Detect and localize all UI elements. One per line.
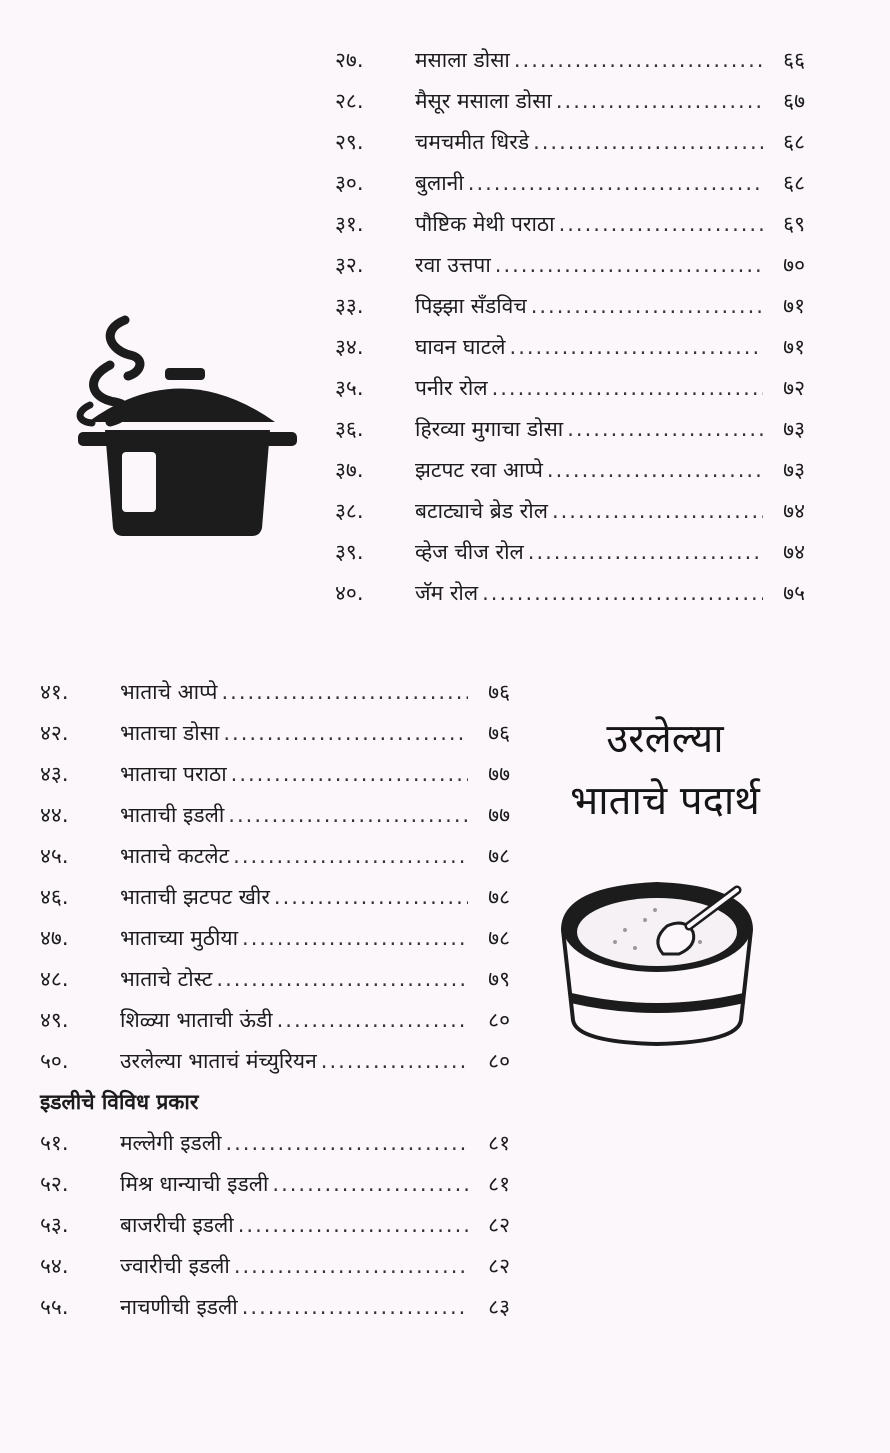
toc-entry [335, 163, 805, 204]
toc-entry-title: पनीर रोल [415, 376, 488, 400]
section-heading: इडलीचे विविध प्रकार [40, 1090, 199, 1114]
toc-entry-page: ६९ [783, 212, 805, 236]
toc-entry-page: ७५ [783, 581, 805, 605]
toc-entry-number: ४७. [40, 926, 69, 950]
toc-entry-leader [492, 368, 763, 409]
toc-entry-leader [482, 573, 763, 614]
toc-entry-page: ८२ [488, 1213, 510, 1237]
toc-entry [335, 204, 805, 245]
toc-entry-page: ७८ [488, 844, 510, 868]
toc-entry [40, 959, 510, 1000]
toc-entry-title: भाताचा डोसा [120, 721, 220, 745]
toc-entry [40, 1041, 510, 1082]
toc-entry-leader [274, 877, 468, 918]
toc-entry-page: ७४ [783, 540, 805, 564]
toc-entry-title: ज्वारीची इडली [120, 1254, 230, 1278]
toc-entry-page: ६६ [783, 48, 805, 72]
toc-entry-leader [468, 163, 763, 204]
toc-entry [40, 1287, 510, 1328]
toc-entry [335, 122, 805, 163]
toc-entry [335, 450, 805, 491]
toc-entry-leader [225, 1123, 468, 1164]
toc-entry-page: ८३ [488, 1295, 510, 1319]
toc-entry [335, 368, 805, 409]
toc-entry [335, 491, 805, 532]
toc-entry-title: बुलानी [415, 171, 464, 195]
toc-entry-page: ७१ [783, 335, 805, 359]
toc-entry-number: ५०. [40, 1049, 69, 1073]
toc-entry-page: ७२ [783, 376, 805, 400]
toc-entry-title: उरलेल्या भाताचं मंच्युरियन [120, 1049, 317, 1073]
toc-entry-leader [221, 672, 468, 713]
toc-entry-leader [559, 204, 763, 245]
toc-entry-page: ८२ [488, 1254, 510, 1278]
toc-entry-leader [547, 450, 763, 491]
toc-entry-title: भाताच्या मुठीया [120, 926, 239, 950]
toc-entry-title: चमचमीत धिरडे [415, 130, 530, 154]
toc-entry-leader [567, 409, 763, 450]
toc-entry-title: भाताची इडली [120, 803, 225, 827]
toc-entry-leader [231, 754, 468, 795]
toc-entry-leader [552, 491, 763, 532]
toc-entry [335, 40, 805, 81]
toc-entry-number: ४८. [40, 967, 69, 991]
toc-entry-number: ४९. [40, 1008, 69, 1032]
toc-entry-title: घावन घाटले [415, 335, 506, 359]
toc-entry-page: ६८ [783, 130, 805, 154]
toc-entry-page: ८१ [488, 1131, 510, 1155]
toc-entry-title: बाजरीची इडली [120, 1213, 234, 1237]
toc-entry-title: जॅम रोल [415, 581, 479, 605]
cooking-pot-icon [70, 310, 305, 540]
toc-entry-number: ४४. [40, 803, 69, 827]
toc-entry-page: ६७ [783, 89, 805, 113]
toc-entry-number: ३२. [335, 253, 364, 277]
toc-entry-title: भाताचा पराठा [120, 762, 227, 786]
toc-entry-title: हिरव्या मुगाचा डोसा [415, 417, 564, 441]
toc-entry-title: रवा उत्तपा [415, 253, 491, 277]
toc-entry-title: मसाला डोसा [415, 48, 510, 72]
toc-entry-number: ३०. [335, 171, 364, 195]
toc-entry-leader [528, 532, 763, 573]
toc-entry-leader [216, 959, 468, 1000]
toc-entry-number: २९. [335, 130, 364, 154]
toc-entry [40, 713, 510, 754]
toc-entry-leader [556, 81, 763, 122]
toc-entry-number: ३८. [335, 499, 364, 523]
toc-entry-title: व्हेज चीज रोल [415, 540, 524, 564]
toc-entry [40, 795, 510, 836]
toc-entry-number: ३१. [335, 212, 364, 236]
section-title [530, 708, 800, 832]
toc-entry-page: ७७ [488, 803, 510, 827]
toc-entry-number: ४२. [40, 721, 69, 745]
toc-entry-number: ३४. [335, 335, 364, 359]
toc-entry-leader [242, 918, 468, 959]
toc-entry [40, 1123, 510, 1164]
toc-entry [40, 672, 510, 713]
toc-entry-title: मैसूर मसाला डोसा [415, 89, 552, 113]
toc-entry-number: ४०. [335, 581, 364, 605]
toc-entry-number: ४१. [40, 680, 69, 704]
toc-entry [335, 245, 805, 286]
toc-entry-number: ५२. [40, 1172, 69, 1196]
toc-entry-title: नाचणीची इडली [120, 1295, 238, 1319]
toc-entry [40, 1000, 510, 1041]
toc-entry-leader [233, 836, 468, 877]
toc-entry-number: ४६. [40, 885, 69, 909]
toc-entry-title: मल्लेगी इडली [120, 1131, 222, 1155]
toc-entry-number: ३७. [335, 458, 364, 482]
toc-entry-page: ७१ [783, 294, 805, 318]
toc-entry [40, 754, 510, 795]
toc-entry-number: ५१. [40, 1131, 69, 1155]
toc-entry-number: ५४. [40, 1254, 69, 1278]
toc-entry [335, 409, 805, 450]
rice-bowl-icon [555, 870, 760, 1050]
toc-entry-page: ७८ [488, 885, 510, 909]
toc-entry [40, 1246, 510, 1287]
toc-entry-title: झटपट रवा आप्पे [415, 458, 543, 482]
toc-entry-number: २७. [335, 48, 364, 72]
toc-entry-page: ७७ [488, 762, 510, 786]
toc-entry [335, 327, 805, 368]
toc-entry [335, 532, 805, 573]
toc-entry [335, 573, 805, 614]
section-title-line1: उरलेल्या [606, 716, 724, 762]
toc-entry-number: ५५. [40, 1295, 69, 1319]
toc-entry-leader [321, 1041, 468, 1082]
toc-entry-leader [223, 713, 468, 754]
toc-entry-page: ८० [488, 1049, 510, 1073]
toc-entry-leader [242, 1287, 468, 1328]
toc-entry-leader [531, 286, 763, 327]
toc-entry [335, 81, 805, 122]
toc-entry-number: ३३. [335, 294, 364, 318]
toc-entry-page: ७० [783, 253, 805, 277]
toc-entry [40, 918, 510, 959]
toc-entry-leader [533, 122, 763, 163]
toc-entry-leader [495, 245, 763, 286]
toc-entry-title: भाताचे कटलेट [120, 844, 230, 868]
toc-entry-number: ३९. [335, 540, 364, 564]
toc-entry-leader [514, 40, 763, 81]
toc-entry-page: ६८ [783, 171, 805, 195]
toc-entry-page: ७६ [488, 680, 510, 704]
toc-entry-page: ७९ [488, 967, 510, 991]
toc-entry [40, 877, 510, 918]
toc-entry-leader [228, 795, 468, 836]
toc-entry-title: मिश्र धान्याची इडली [120, 1172, 269, 1196]
toc-entry [335, 286, 805, 327]
toc-entry-page: ७४ [783, 499, 805, 523]
toc-entry [40, 836, 510, 877]
toc-entry-number: ५३. [40, 1213, 69, 1237]
toc-entry [40, 1205, 510, 1246]
toc-entry-title: भाताची झटपट खीर [120, 885, 270, 909]
toc-entry [40, 1164, 510, 1205]
toc-entry-leader [277, 1000, 468, 1041]
toc-entry-title: भाताचे टोस्ट [120, 967, 213, 991]
toc-list-bottom [40, 672, 510, 1328]
toc-entry-title: पौष्टिक मेथी पराठा [415, 212, 555, 236]
toc-entry-leader [234, 1246, 468, 1287]
toc-entry-page: ७३ [783, 458, 805, 482]
section-title-line2: भाताचे पदार्थ [570, 778, 760, 824]
toc-entry-leader [510, 327, 763, 368]
toc-entry-number: ३६. [335, 417, 364, 441]
toc-entry-number: ४३. [40, 762, 69, 786]
toc-list-top [335, 40, 805, 614]
toc-entry-page: ८१ [488, 1172, 510, 1196]
toc-entry-leader [238, 1205, 468, 1246]
toc-entry-title: पिझ्झा सँडविच [415, 294, 527, 318]
toc-entry-title: शिळ्या भाताची ऊंडी [120, 1008, 273, 1032]
toc-entry-number: ३५. [335, 376, 364, 400]
toc-entry-title: बटाट्याचे ब्रेड रोल [415, 499, 548, 523]
toc-entry-page: ७३ [783, 417, 805, 441]
toc-entry-number: ४५. [40, 844, 69, 868]
toc-entry-number: २८. [335, 89, 364, 113]
toc-entry-page: ८० [488, 1008, 510, 1032]
toc-entry-leader [272, 1164, 468, 1205]
toc-entry-page: ७८ [488, 926, 510, 950]
toc-entry-title: भाताचे आप्पे [120, 680, 218, 704]
toc-entry-page: ७६ [488, 721, 510, 745]
